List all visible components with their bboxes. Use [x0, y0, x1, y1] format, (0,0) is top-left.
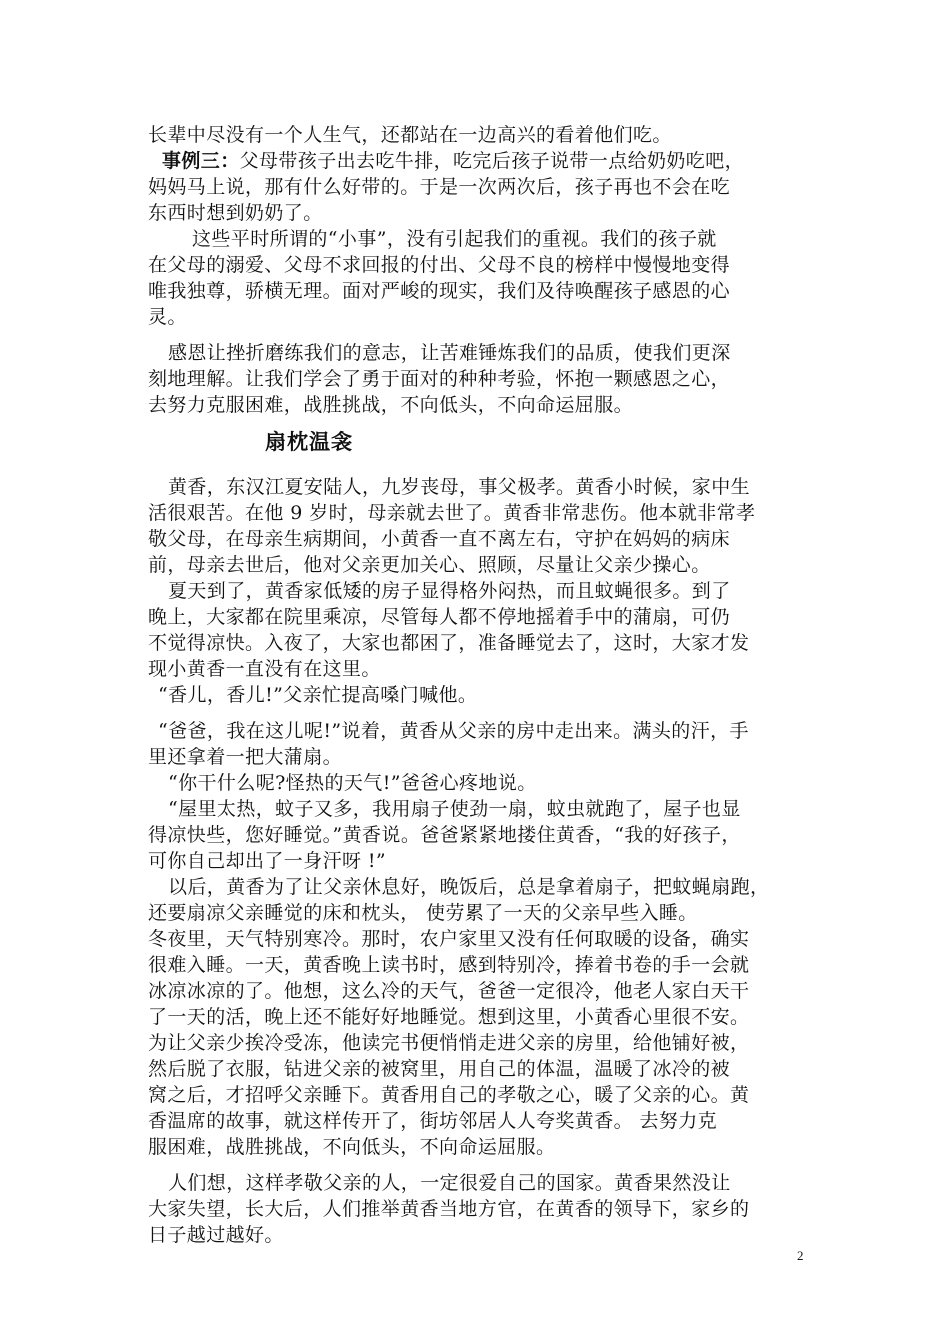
paragraph-2	[148, 578, 816, 682]
text-line: 窝之后，才招呼父亲睡下。黄香用自己的孝敬之心，暖了父亲的心。黄	[148, 1084, 750, 1106]
text-line: 为让父亲少挨冷受冻，他读完书便悄悄走进父亲的房里，给他铺好被，	[148, 1032, 750, 1054]
paragraph-8	[148, 1170, 816, 1248]
paragraph-4	[148, 718, 816, 770]
text-line: 前，母亲去世后，他对父亲更加关心、照顾，尽量让父亲少操心。	[148, 554, 711, 576]
text-line: 这些平时所谓的“小事”，没有引起我们的重视。我们的孩子就	[192, 228, 717, 250]
text-line: 晚上，大家都在院里乘凉，尽管每人都不停地摇着手中的蒲扇，可仍	[148, 606, 731, 628]
paragraph-7	[148, 874, 816, 1160]
text-line: “屋里太热，蚊子又多，我用扇子使劲一扇，蚊虫就跑了，屋子也显	[168, 798, 741, 820]
text-line: 现小黄香一直没有在这里。	[148, 658, 381, 680]
text-line: 冰凉冰凉的了。他想，这么冷的天气，爸爸一定很冷，他老人家白天干	[148, 980, 750, 1002]
text-line: 得凉快些，您好睡觉。”黄香说。爸爸紧紧地搂住黄香，“我的好孩子，	[148, 824, 741, 846]
text-line: 黄香，东汉江夏安陆人，九岁丧母，事父极孝。黄香小时候，家中生	[168, 476, 751, 498]
page-number: 2	[797, 1248, 804, 1263]
text-line: 日子越过越好。	[148, 1224, 284, 1246]
text-line: 夏天到了，黄香家低矮的房子显得格外闷热，而且蚊蝇很多。到了	[168, 580, 731, 602]
text-line: 以后，黄香为了让父亲休息好，晚饭后，总是拿着扇子，把蚊蝇扇跑，	[168, 876, 770, 898]
text-line: 在父母的溺爱、父母不求回报的付出、父母不良的榜样中慢慢地变得	[148, 254, 731, 276]
text-line: 唯我独尊，骄横无理。面对严峻的现实，我们及待唤醒孩子感恩的心	[148, 280, 731, 302]
text-line: 里还拿着一把大蒲扇。	[148, 746, 343, 768]
text-line: 了一天的活，晚上还不能好好地睡觉。想到这里，小黄香心里很不安。	[148, 1006, 750, 1028]
paragraph-1	[148, 474, 816, 578]
text-line: 妈妈马上说，那有什么好带的。于是一次两次后，孩子再也不会在吃	[148, 176, 731, 198]
paragraph-3: “香儿，香儿!”父亲忙提高嗓门喊他。	[158, 684, 478, 706]
section-one	[148, 122, 816, 418]
text-line: 东西时想到奶奶了。	[148, 202, 323, 224]
text-line: 服困难，战胜挑战，不向低头，不向命运屈服。	[148, 1136, 556, 1158]
section-two	[148, 474, 816, 1248]
text-line: 灵。	[148, 306, 187, 328]
text-line: 长辈中尽没有一个人生气，还都站在一边高兴的看着他们吃。	[148, 124, 672, 146]
text-line: “爸爸，我在这儿呢!”说着，黄香从父亲的房中走出来。满头的汗，手	[158, 720, 749, 742]
paragraph-5: “你干什么呢?怪热的天气!”爸爸心疼地说。	[168, 772, 537, 794]
text-line	[148, 148, 816, 174]
text-line: 去努力克服困难，战胜挑战，不向低头，不向命运屈服。	[148, 394, 634, 416]
text-line: 大家失望，长大后，人们推举黄香当地方官，在黄香的领导下，家乡的	[148, 1198, 750, 1220]
text-line: 然后脱了衣服，钻进父亲的被窝里，用自己的体温，温暖了冰冷的被	[148, 1058, 731, 1080]
text-line: 还要扇凉父亲睡觉的床和枕头， 使劳累了一天的父亲早些入睡。	[148, 902, 698, 924]
text-line: 敬父母，在母亲生病期间，小黄香一直不离左右，守护在妈妈的病床	[148, 528, 731, 550]
text-line: 感恩让挫折磨练我们的意志，让苦难锤炼我们的品质，使我们更深	[168, 342, 731, 364]
text-line: 香温席的故事，就这样传开了，街坊邻居人人夸奖黄香。 去努力克	[148, 1110, 718, 1132]
text-line: 冬夜里，天气特别寒冷。那时，农户家里又没有任何取暖的设备，确实	[148, 928, 750, 950]
text-line: 人们想，这样孝敬父亲的人，一定很爱自己的国家。黄香果然没让	[168, 1172, 731, 1194]
text-line: 很难入睡。一天，黄香晚上读书时，感到特别冷，捧着书卷的手一会就	[148, 954, 750, 976]
text-line: 刻地理解。让我们学会了勇于面对的种种考验，怀抱一颗感恩之心，	[148, 368, 731, 390]
text-line: 可你自己却出了一身汗呀 !”	[148, 850, 386, 872]
case-three-label: 事例三：	[162, 150, 240, 172]
text-line: 活很艰苦。在他 9 岁时，母亲就去世了。黄香非常悲伤。他本就非常孝	[148, 502, 756, 524]
text-line: 不觉得凉快。入夜了，大家也都困了，准备睡觉去了，这时，大家才发	[148, 632, 750, 654]
story-title: 扇枕温衾	[265, 430, 353, 454]
paragraph-6	[148, 796, 816, 874]
case-three-text: 父母带孩子出去吃牛排，吃完后孩子说带一点给奶奶吃吧，	[239, 150, 745, 172]
